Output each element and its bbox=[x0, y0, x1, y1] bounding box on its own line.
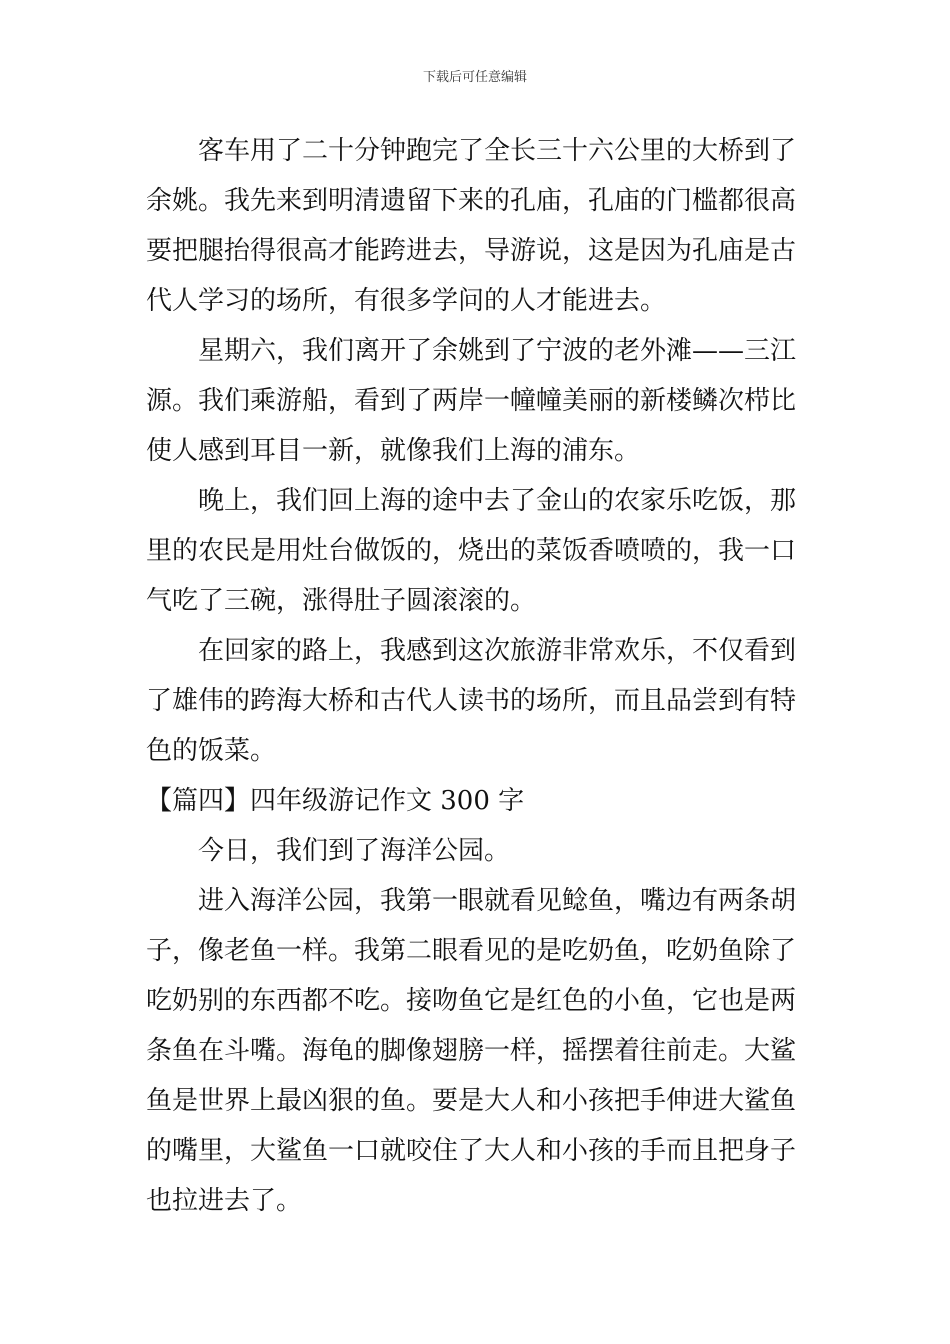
text-line: 的嘴里，大鲨鱼一口就咬住了大人和小孩的手而且把身子 bbox=[146, 1136, 797, 1166]
text-line: 鱼是世界上最凶狠的鱼。要是大人和小孩把手伸进大鲨鱼 bbox=[146, 1086, 797, 1116]
text-line: 条鱼在斗嘴。海龟的脚像翅膀一样，摇摆着往前走。大鲨 bbox=[146, 1036, 797, 1066]
text-line: 晚上，我们回上海的途中去了金山的农家乐吃饭，那 bbox=[198, 486, 797, 516]
page-header: 下载后可任意编辑 bbox=[422, 70, 527, 85]
text-line: 星期六，我们离开了余姚到了宁波的老外滩——三江 bbox=[198, 336, 797, 366]
text-line: 要把腿抬得很高才能跨进去，导游说，这是因为孔庙是古 bbox=[146, 236, 797, 266]
text-line: 子，像老鱼一样。我第二眼看见的是吃奶鱼，吃奶鱼除了 bbox=[146, 936, 797, 966]
text-line: 色的饭菜。 bbox=[146, 736, 277, 766]
text-line: 源。我们乘游船，看到了两岸一幢幢美丽的新楼鳞次栉比 bbox=[146, 386, 797, 416]
section-heading: 【篇四】四年级游记作文 300 字 bbox=[146, 786, 525, 816]
text-line: 在回家的路上，我感到这次旅游非常欢乐，不仅看到 bbox=[198, 636, 797, 666]
text-line: 使人感到耳目一新，就像我们上海的浦东。 bbox=[146, 436, 641, 466]
text-line: 里的农民是用灶台做饭的，烧出的菜饭香喷喷的，我一口 bbox=[146, 536, 797, 566]
text-line: 气吃了三碗，涨得肚子圆滚滚的。 bbox=[146, 586, 537, 616]
text-line: 余姚。我先来到明清遗留下来的孔庙，孔庙的门槛都很高 bbox=[146, 186, 797, 216]
text-line: 也拉进去了。 bbox=[146, 1186, 303, 1216]
text-line: 了雄伟的跨海大桥和古代人读书的场所，而且品尝到有特 bbox=[146, 686, 797, 716]
text-line: 吃奶别的东西都不吃。接吻鱼它是红色的小鱼，它也是两 bbox=[146, 986, 797, 1016]
text-line: 进入海洋公园，我第一眼就看见鲶鱼，嘴边有两条胡 bbox=[198, 886, 797, 916]
text-line: 代人学习的场所，有很多学问的人才能进去。 bbox=[146, 286, 667, 316]
document-body bbox=[146, 126, 810, 1226]
text-line: 今日，我们到了海洋公园。 bbox=[198, 836, 511, 866]
text-line: 客车用了二十分钟跑完了全长三十六公里的大桥到了 bbox=[198, 136, 797, 166]
